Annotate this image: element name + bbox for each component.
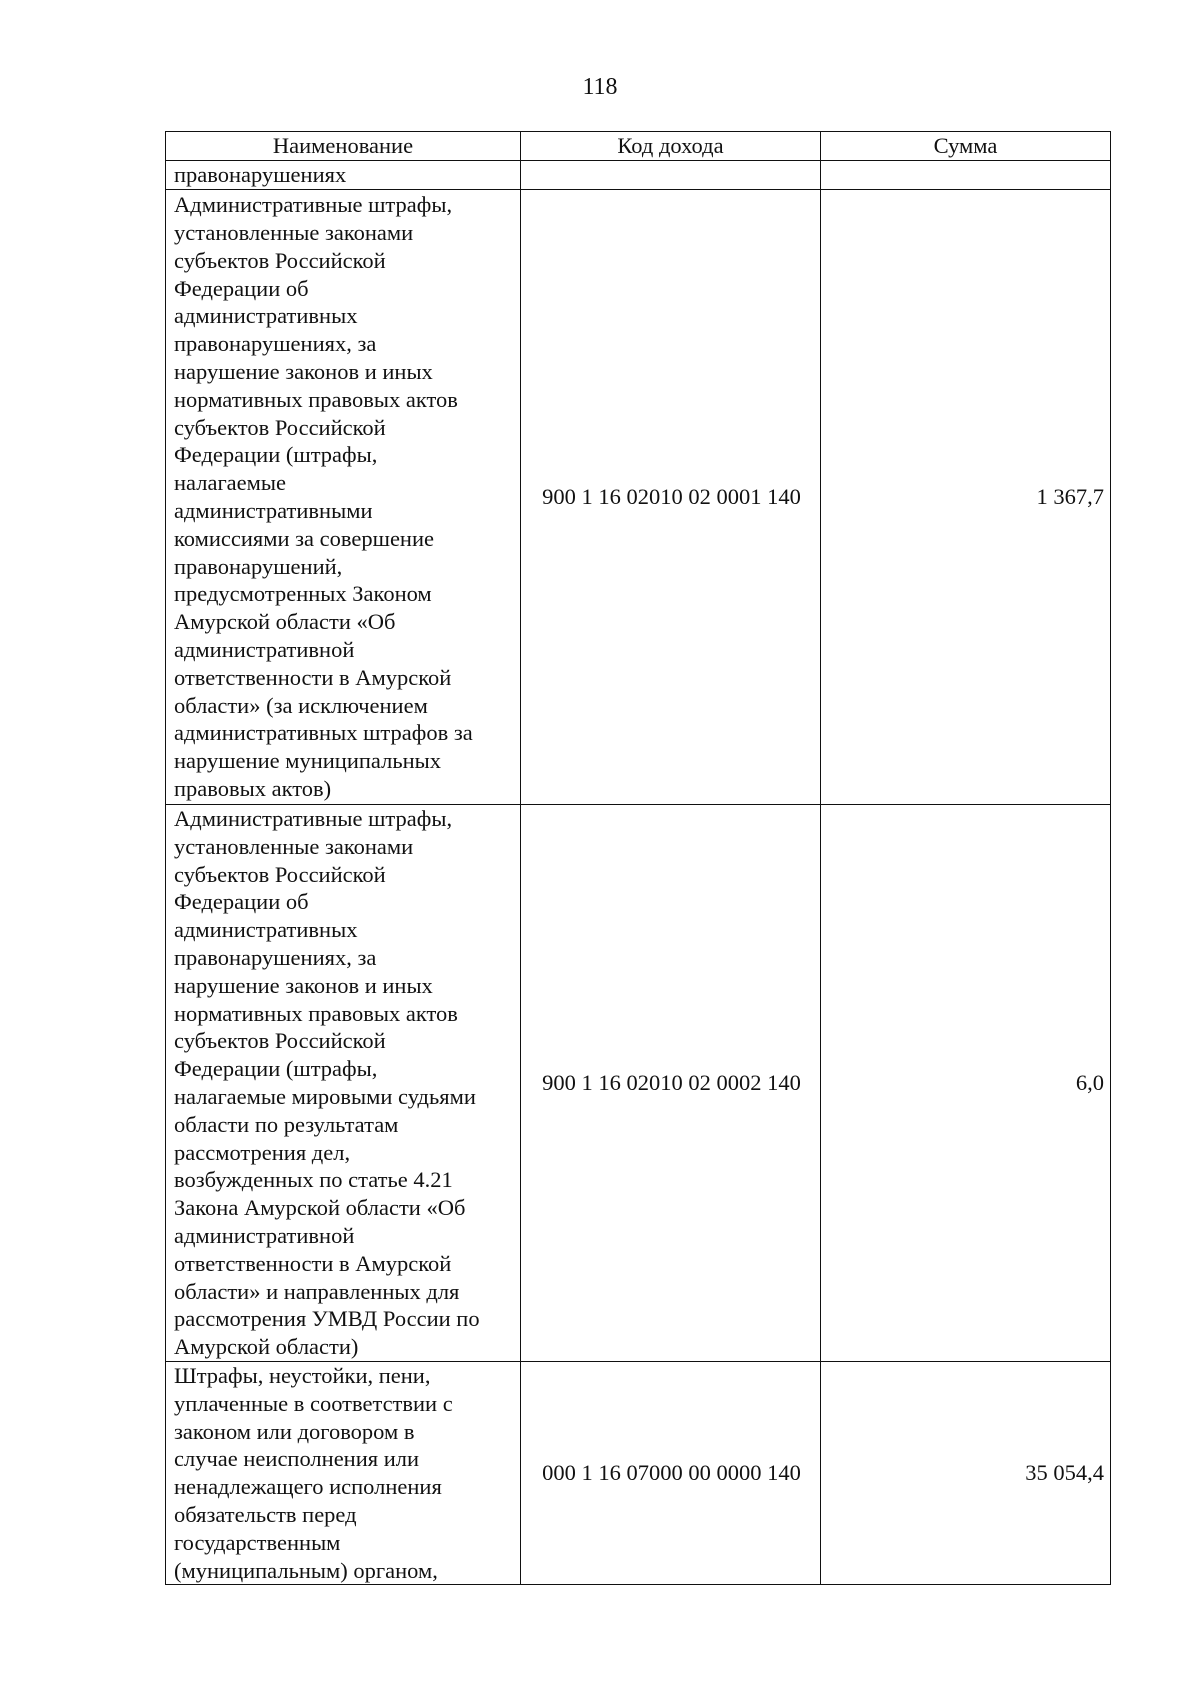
row-sum <box>821 161 1111 190</box>
table-row <box>166 1362 1111 1585</box>
table-row <box>166 805 1111 1362</box>
header-code: Код дохода <box>521 132 821 161</box>
table-row <box>166 190 1111 805</box>
row-code: 900 1 16 02010 02 0001 140 <box>521 190 821 805</box>
row-name: правонарушениях <box>166 161 521 190</box>
table-row <box>166 161 1111 190</box>
row-code <box>521 161 821 190</box>
header-sum: Сумма <box>821 132 1111 161</box>
row-sum: 6,0 <box>821 805 1111 1362</box>
row-code: 900 1 16 02010 02 0002 140 <box>521 805 821 1362</box>
row-name: Штрафы, неустойки, пени, уплаченные в соответствии с законом или договором в случае неисполнения или ненадлежащего исполнения обязательств перед государственным (муниципальным) органом, <box>166 1362 521 1585</box>
page-number: 118 <box>582 74 618 100</box>
row-sum: 1 367,7 <box>821 190 1111 805</box>
row-name: Административные штрафы, установленные законами субъектов Российской Федерации об административных правонарушениях, за нарушение законов и иных нормативных правовых актов субъектов Российской Федерации (штрафы, налагаемые административными комиссиями за совершение правонарушений, предусмотренных Законом Амурской области «Об административной ответственности в Амурской области» (за исключением административных штрафов за нарушение муниципальных правовых актов) <box>166 190 521 805</box>
row-sum: 35 054,4 <box>821 1362 1111 1585</box>
row-name: Административные штрафы, установленные законами субъектов Российской Федерации об административных правонарушениях, за нарушение законов и иных нормативных правовых актов субъектов Российской Федерации (штрафы, налагаемые мировыми судьями области по результатам рассмотрения дел, возбужденных по статье 4.21 Закона Амурской области «Об административной ответственности в Амурской области» и направленных для рассмотрения УМВД России по Амурской области) <box>166 805 521 1362</box>
table-header-row <box>166 132 1111 161</box>
row-code: 000 1 16 07000 00 0000 140 <box>521 1362 821 1585</box>
revenue-table <box>165 131 1111 1585</box>
header-name: Наименование <box>166 132 521 161</box>
